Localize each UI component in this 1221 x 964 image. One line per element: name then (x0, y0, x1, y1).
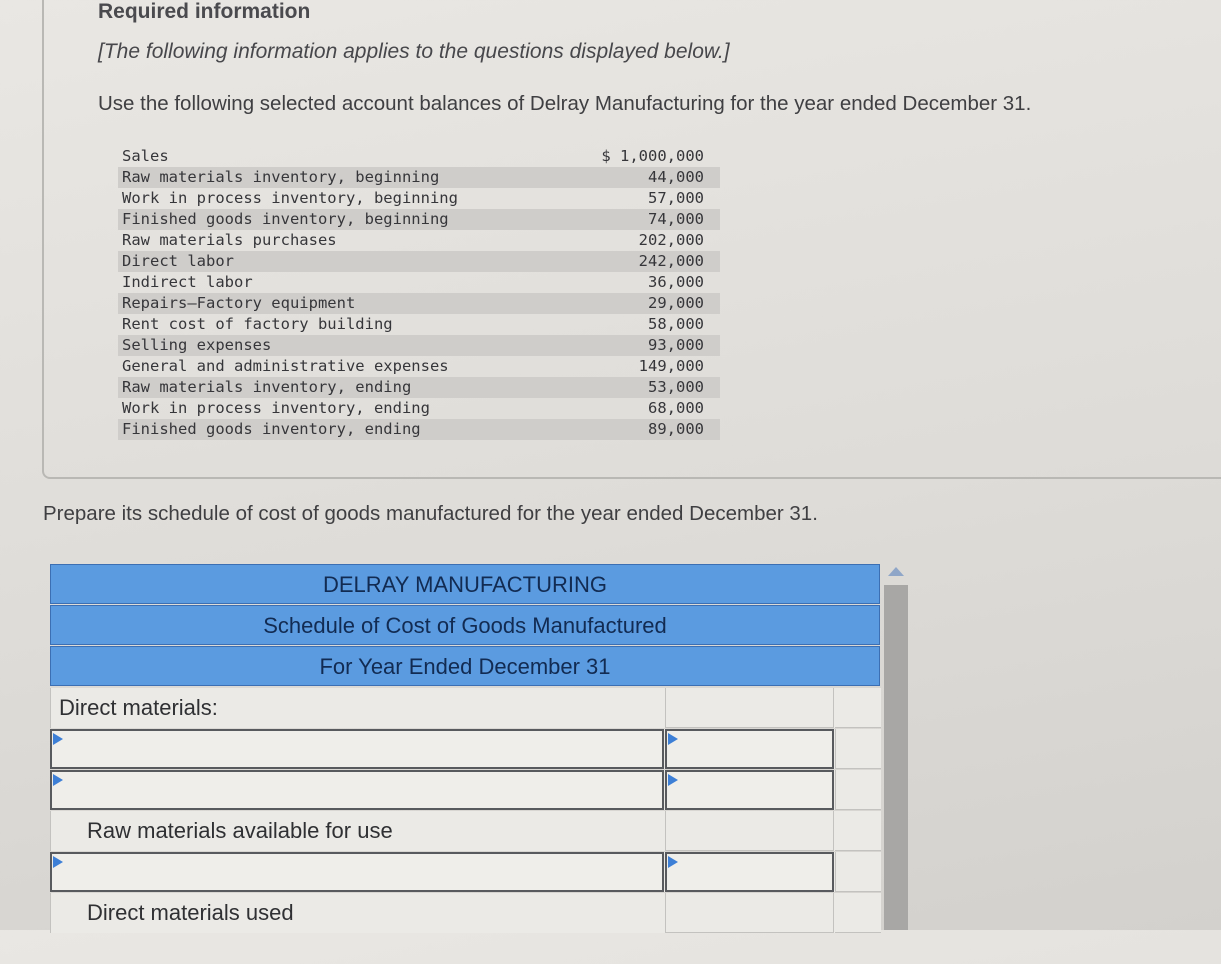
balance-row: Direct labor 242,000 (118, 251, 720, 272)
direct-materials-used-row (50, 893, 881, 933)
balance-row: Finished goods inventory, ending 89,000 (118, 419, 720, 440)
account-balances-table (118, 146, 720, 440)
direct-materials-row (50, 688, 881, 728)
scroll-up-arrow-icon[interactable] (888, 567, 904, 576)
intro-text: Use the following selected account balances of Delray Manufacturing for the year ended December 31. (98, 92, 1032, 115)
amount-cell (665, 688, 834, 728)
amount-cell (665, 811, 834, 851)
input-row-3-label[interactable] (52, 854, 662, 890)
raw-materials-available-label: Raw materials available for use (50, 811, 664, 851)
input-row-1 (50, 729, 881, 769)
info-note: [The following information applies to the questions displayed below.] (98, 40, 730, 63)
balance-row: Rent cost of factory building 58,000 (122, 315, 704, 333)
input-row-2-label-cell (50, 770, 664, 810)
balance-row: Raw materials inventory, beginning 44,000 (118, 167, 720, 188)
dropdown-marker-icon (668, 733, 678, 745)
total-cell (835, 770, 881, 810)
schedule-period-header: For Year Ended December 31 (50, 646, 880, 686)
input-row-1-amount-cell (665, 729, 834, 769)
raw-materials-available-row (50, 811, 881, 851)
dropdown-marker-icon (53, 774, 63, 786)
input-row-2-amount[interactable] (667, 772, 832, 808)
total-cell (835, 811, 881, 851)
input-row-3 (50, 852, 881, 892)
cogm-schedule (50, 564, 881, 964)
dropdown-marker-icon (53, 733, 63, 745)
balance-row: Work in process inventory, beginning 57,000 (122, 189, 704, 207)
total-cell (835, 688, 881, 728)
total-cell (835, 852, 881, 892)
balance-row: Raw materials inventory, ending 53,000 (118, 377, 720, 398)
dropdown-marker-icon (668, 856, 678, 868)
required-info-title: Required information (98, 0, 311, 23)
input-row-1-label[interactable] (52, 731, 662, 767)
balance-row: Selling expenses 93,000 (118, 335, 720, 356)
input-row-3-amount[interactable] (667, 854, 832, 890)
dropdown-marker-icon (668, 774, 678, 786)
dropdown-marker-icon (53, 856, 63, 868)
input-row-2 (50, 770, 881, 810)
vertical-scrollbar[interactable] (884, 585, 908, 930)
balance-row: Indirect labor 36,000 (122, 273, 704, 291)
prompt-text: Prepare its schedule of cost of goods manufactured for the year ended December 31. (43, 502, 818, 525)
direct-materials-label: Direct materials: (50, 688, 664, 728)
total-cell (835, 729, 881, 769)
input-row-2-amount-cell (665, 770, 834, 810)
schedule-company-header: DELRAY MANUFACTURING (50, 564, 880, 604)
schedule-title-header: Schedule of Cost of Goods Manufactured (50, 605, 880, 645)
balance-row: Raw materials purchases 202,000 (122, 231, 704, 249)
input-row-1-label-cell (50, 729, 664, 769)
input-row-3-label-cell (50, 852, 664, 892)
balance-row: Finished goods inventory, beginning 74,000 (118, 209, 720, 230)
direct-materials-used-label: Direct materials used (50, 893, 664, 933)
balance-row: Work in process inventory, ending 68,000 (122, 399, 704, 417)
total-cell (835, 893, 881, 933)
balance-row: Sales $ 1,000,000 (122, 147, 704, 165)
balance-row: Repairs—Factory equipment 29,000 (118, 293, 720, 314)
input-row-3-amount-cell (665, 852, 834, 892)
input-row-1-amount[interactable] (667, 731, 832, 767)
balance-row: General and administrative expenses 149,000 (122, 357, 704, 375)
input-row-2-label[interactable] (52, 772, 662, 808)
amount-cell (665, 893, 834, 933)
